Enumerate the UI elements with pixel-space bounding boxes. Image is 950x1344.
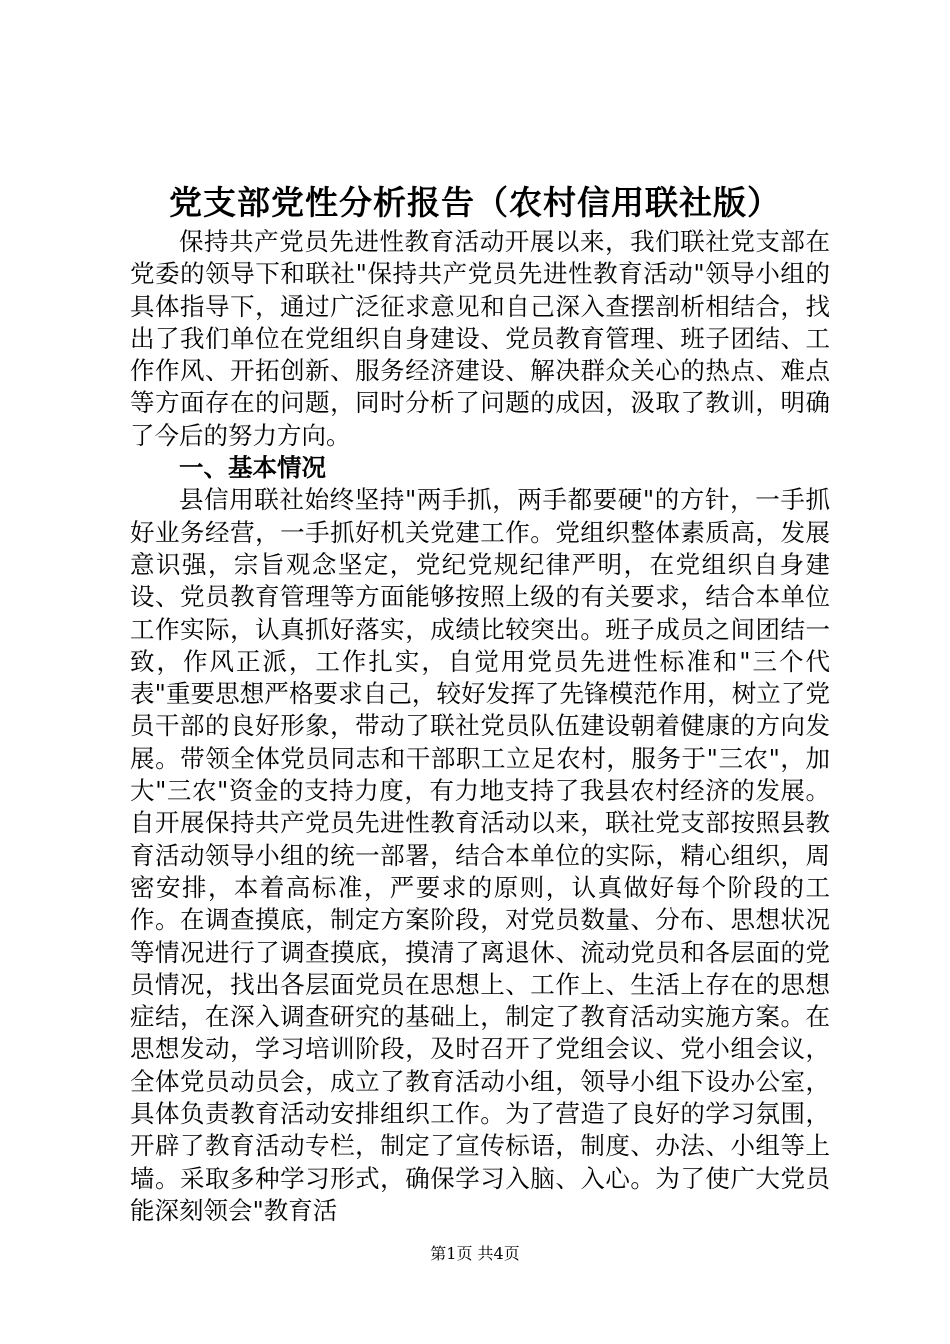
page-number-footer: 第1页 共4页 (430, 1244, 520, 1263)
intro-paragraph: 保持共产党员先进性教育活动开展以来，我们联社党支部在党委的领导下和联社"保持共产党员先进性教育活动"领导小组的具体指导下，通过广泛征求意见和自己深入查摆剖析相结合，找出了我们单位在党组织自身建设、党员教育管理、班子团结、工作作风、开拓创新、服务经济建设、解决群众关心的热点、难点等方面存在的问题，同时分析了问题的成因，汲取了教训，明确了今后的努力方向。 (130, 227, 830, 450)
section-paragraph-basic-situation: 县信用联社始终坚持"两手抓，两手都要硬"的方针，一手抓好业务经营，一手抓好机关党建工作。党组织整体素质高，发展意识强，宗旨观念坚定，党纪党规纪律严明，在党组织自身建设、党员教育管理等方面能够按照上级的有关要求，结合本单位工作实际，认真抓好落实，成绩比较突出。班子成员之间团结一致，作风正派，工作扎实，自觉用党员先进性标准和"三个代表"重要思想严格要求自己，较好发挥了先锋模范作用，树立了党员干部的良好形象，带动了联社党员队伍建设朝着健康的方向发展。带领全体党员同志和干部职工立足农村，服务于"三农"，加大"三农"资金的支持力度，有力地支持了我县农村经济的发展。自开展保持共产党员先进性教育活动以来，联社党支部按照县教育活动领导小组的统一部署，结合本单位的实际，精心组织，周密安排，本着高标准，严要求的原则，认真做好每个阶段的工作。在调查摸底，制定方案阶段，对党员数量、分布、思想状况等情况进行了调查摸底，摸清了离退休、流动党员和各层面的党员情况，找出各层面党员在思想上、工作上、生活上存在的思想症结，在深入调查研究的基础上，制定了教育活动实施方案。在思想发动，学习培训阶段，及时召开了党组会议、党小组会议，全体党员动员会，成立了教育活动小组，领导小组下设办公室，具体负责教育活动安排组织工作。为了营造了良好的学习氛围，开辟了教育活动专栏，制定了宣传标语，制度、办法、小组等上墙。采取多种学习形式，确保学习入脑、入心。为了使广大党员能深刻领会"教育活 (130, 485, 830, 1225)
document-title: 党支部党性分析报告（农村信用联社版） (169, 183, 781, 222)
document-body (130, 226, 830, 1227)
section-heading-basic-situation: 一、基本情况 (179, 453, 326, 483)
